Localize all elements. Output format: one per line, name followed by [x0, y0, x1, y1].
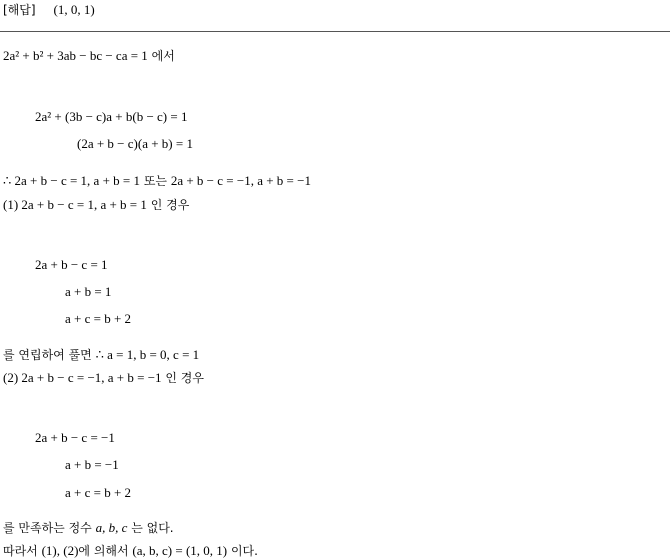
case-1-eq-2: a + b = 1 — [65, 284, 112, 299]
case-2-result-text-2: 는 없다. — [127, 521, 174, 535]
case-2-eq-2: a + b = −1 — [65, 457, 119, 472]
case-1-result-text: 를 연립하여 풀면 — [3, 348, 96, 362]
given-math: 2a² + b² + 3ab − bc − ca = 1 — [3, 48, 148, 63]
conclusion-text-1: 따라서 — [3, 544, 42, 558]
case-1-result-math: ∴ a = 1, b = 0, c = 1 — [95, 347, 200, 362]
conclusion-math-1: (1), (2) — [41, 543, 79, 558]
case-2-eq-1: 2a + b − c = −1 — [35, 430, 115, 445]
case-2-math: (2) 2a + b − c = −1, a + b = −1 — [3, 370, 162, 385]
case-1-eq-1: 2a + b − c = 1 — [35, 257, 108, 272]
therefore-math-1: ∴ 2a + b − c = 1, a + b = 1 — [3, 173, 140, 188]
case-1-text: 인 경우 — [146, 198, 190, 212]
case-2-result-text-1: 를 만족하는 정수 — [3, 521, 96, 535]
case-2-eq-3: a + c = b + 2 — [65, 485, 132, 500]
therefore-math-2: 2a + b − c = −1, a + b = −1 — [170, 173, 311, 188]
case-1-result — [3, 347, 199, 363]
conclusion — [3, 543, 258, 559]
case-2-result-math: a, b, c — [95, 520, 128, 535]
therefore-or: 또는 — [140, 174, 171, 188]
case-1-math: (1) 2a + b − c = 1, a + b = 1 — [3, 197, 147, 212]
case-2-heading — [3, 370, 204, 386]
header — [3, 2, 95, 18]
conclusion-math-2: (a, b, c) = (1, 0, 1) — [132, 543, 228, 558]
conclusion-text-3: 이다. — [227, 544, 258, 558]
equation-1: 2a² + (3b − c)a + b(b − c) = 1 — [35, 109, 188, 124]
case-1-heading — [3, 197, 189, 213]
equation-2: (2a + b − c)(a + b) = 1 — [77, 136, 193, 151]
conclusion-text-2: 에 의해서 — [78, 544, 133, 558]
given-text: 에서 — [147, 49, 175, 63]
therefore-line — [3, 173, 311, 189]
case-1-eq-3: a + c = b + 2 — [65, 311, 132, 326]
answer-label: [해답] — [3, 3, 36, 17]
answer-value: (1, 0, 1) — [53, 2, 95, 17]
case-2-text: 인 경우 — [161, 371, 204, 385]
divider — [0, 31, 670, 32]
given-equation — [3, 48, 175, 64]
case-2-result — [3, 520, 174, 536]
